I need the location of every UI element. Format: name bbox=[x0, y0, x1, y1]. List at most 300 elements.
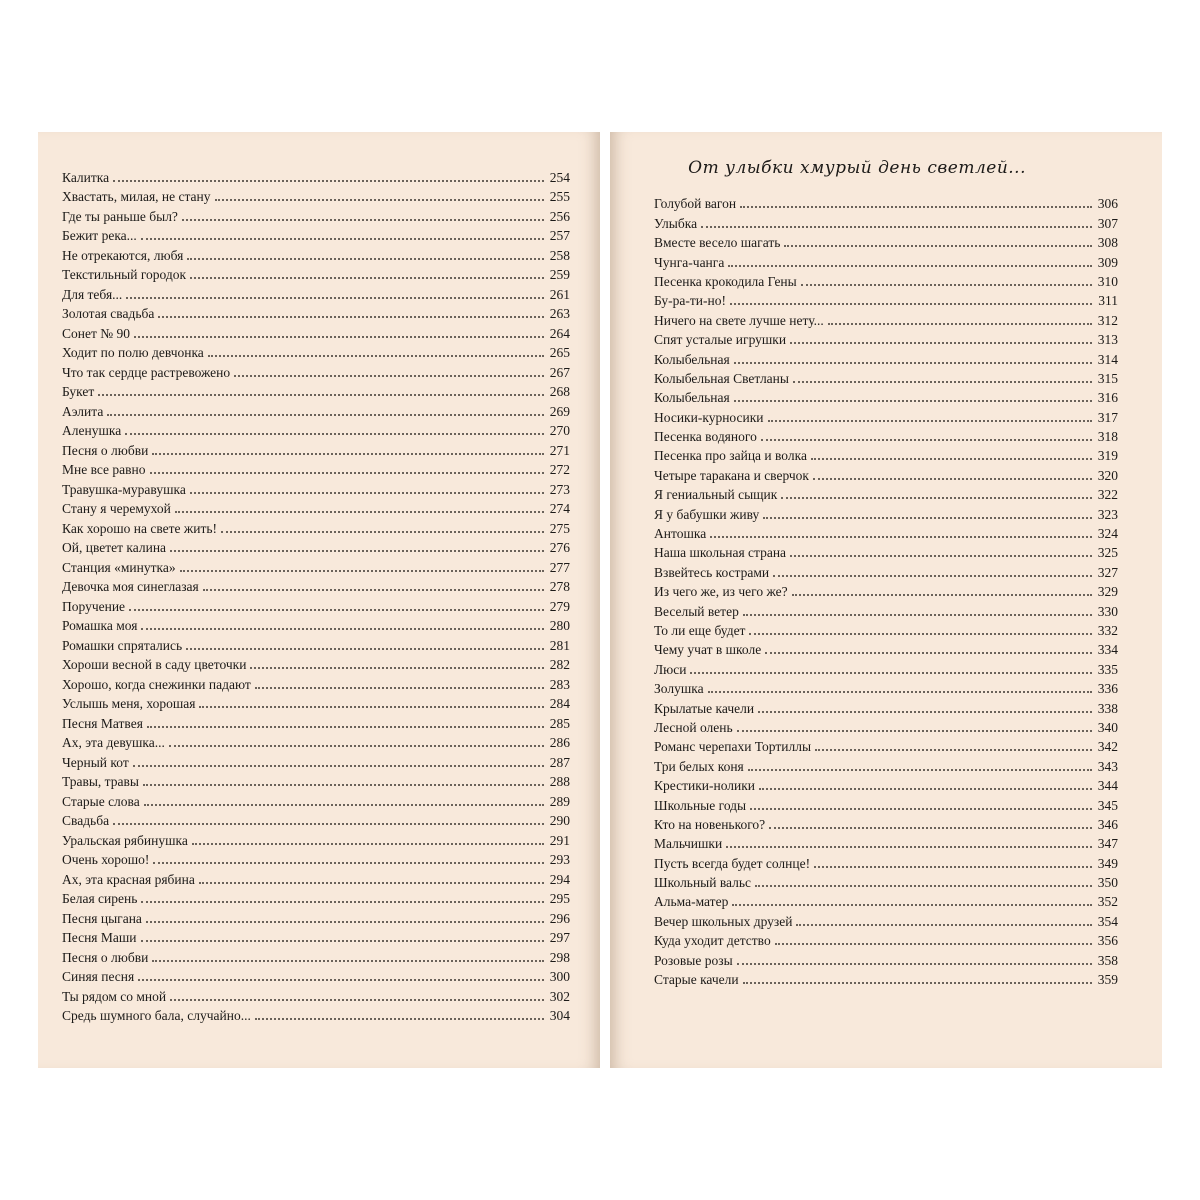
dot-leader bbox=[748, 769, 1092, 771]
dot-leader bbox=[765, 652, 1092, 654]
toc-entry bbox=[62, 711, 570, 731]
toc-entry bbox=[654, 347, 1118, 366]
toc-entry-title: Наша школьная страна bbox=[654, 545, 787, 561]
toc-entry-title: Песня о любви bbox=[62, 442, 149, 458]
toc-entry-page-number: 308 bbox=[1097, 235, 1118, 251]
toc-entry-title: Розовые розы bbox=[654, 952, 733, 968]
toc-entry bbox=[62, 516, 570, 536]
toc-entry bbox=[654, 231, 1118, 250]
dot-leader bbox=[141, 238, 544, 240]
toc-entry-page-number: 345 bbox=[1097, 797, 1118, 813]
toc-entry-title: Белая сирень bbox=[62, 891, 138, 906]
toc-entry-title: Как хорошо на свете жить! bbox=[62, 520, 217, 536]
toc-entry-title: Ходит по полю девчонка bbox=[62, 345, 204, 360]
dot-leader bbox=[740, 206, 1092, 208]
toc-entry-title: Калитка bbox=[62, 169, 110, 185]
toc-entry-page-number: 264 bbox=[549, 325, 570, 341]
toc-entry bbox=[62, 945, 570, 965]
toc-entry-title: Пусть всегда будет солнце! bbox=[654, 855, 811, 871]
toc-entry-title: Золотая свадьба bbox=[62, 306, 155, 321]
dot-leader bbox=[129, 609, 544, 611]
toc-entry bbox=[654, 774, 1118, 793]
toc-entry bbox=[62, 419, 570, 439]
toc-entry-page-number: 318 bbox=[1097, 429, 1118, 445]
toc-entry-page-number: 273 bbox=[549, 481, 570, 497]
dot-leader bbox=[734, 362, 1092, 364]
toc-entry-page-number: 298 bbox=[549, 949, 570, 965]
toc-entry-page-number: 335 bbox=[1097, 661, 1118, 677]
dot-leader bbox=[152, 453, 543, 455]
toc-entry-title: Золушка bbox=[654, 681, 704, 697]
toc-entry-title: Три белых коня bbox=[654, 758, 744, 774]
toc-entry-title: Песенка крокодила Гены bbox=[654, 273, 797, 289]
toc-entry-title: Я гениальный сыщик bbox=[654, 487, 778, 503]
toc-entry-title: Девочка моя синеглазая bbox=[62, 579, 199, 594]
dot-leader bbox=[169, 745, 544, 747]
toc-entry bbox=[654, 308, 1118, 327]
toc-entry bbox=[654, 560, 1118, 579]
toc-entry-page-number: 309 bbox=[1097, 254, 1118, 270]
dot-leader bbox=[726, 846, 1092, 848]
toc-entry-page-number: 282 bbox=[549, 657, 570, 672]
dot-leader bbox=[701, 226, 1092, 228]
toc-entry-page-number: 297 bbox=[549, 930, 570, 945]
toc-entry bbox=[62, 438, 570, 458]
dot-leader bbox=[730, 303, 1092, 305]
dot-leader bbox=[710, 536, 1092, 538]
toc-entry-page-number: 254 bbox=[549, 169, 570, 185]
toc-entry-page-number: 347 bbox=[1097, 836, 1118, 852]
toc-entry bbox=[654, 696, 1118, 715]
toc-entry-title: Услышь меня, хорошая bbox=[62, 696, 196, 711]
toc-entry-page-number: 286 bbox=[549, 735, 570, 750]
toc-entry bbox=[654, 677, 1118, 696]
toc-entry bbox=[62, 633, 570, 653]
toc-entry-page-number: 300 bbox=[549, 969, 570, 984]
toc-entry-title: Хвастать, милая, не стану bbox=[62, 189, 211, 204]
toc-entry bbox=[62, 477, 570, 497]
toc-entry-page-number: 281 bbox=[549, 637, 570, 653]
dot-leader bbox=[221, 531, 544, 533]
toc-entry bbox=[62, 614, 570, 634]
toc-entry-page-number: 272 bbox=[549, 462, 570, 477]
toc-entry-page-number: 289 bbox=[549, 793, 570, 809]
toc-entry-page-number: 346 bbox=[1097, 816, 1118, 832]
toc-entry-page-number: 285 bbox=[549, 715, 570, 731]
toc-entry-title: Уральская рябинушка bbox=[62, 832, 188, 848]
toc-entry-page-number: 279 bbox=[549, 598, 570, 614]
toc-entry-page-number: 322 bbox=[1097, 487, 1118, 503]
dot-leader bbox=[743, 982, 1092, 984]
toc-entry-title: Ничего на свете лучше нету... bbox=[654, 312, 824, 328]
toc-entry-title: То ли еще будет bbox=[654, 622, 746, 638]
toc-entry-title: Мне все равно bbox=[62, 462, 146, 477]
toc-entry-page-number: 274 bbox=[549, 501, 570, 516]
toc-entry-page-number: 356 bbox=[1097, 933, 1118, 949]
toc-entry-title: Я у бабушки живу bbox=[654, 506, 760, 522]
dot-leader bbox=[768, 420, 1092, 422]
dot-leader bbox=[152, 960, 543, 962]
toc-entry-title: Песня о любви bbox=[62, 949, 149, 965]
toc-entry-title: Романс черепахи Тортиллы bbox=[654, 739, 812, 755]
toc-entry bbox=[62, 165, 570, 185]
toc-entry-title: Ромашка моя bbox=[62, 618, 138, 633]
toc-entry-title: Что так сердце растревожено bbox=[62, 364, 231, 380]
toc-entry bbox=[62, 341, 570, 361]
toc-entry bbox=[654, 832, 1118, 851]
dot-leader bbox=[144, 804, 544, 806]
toc-entry-page-number: 320 bbox=[1097, 467, 1118, 483]
toc-entry bbox=[62, 828, 570, 848]
dot-leader bbox=[175, 511, 544, 513]
dot-leader bbox=[133, 765, 544, 767]
toc-entry-page-number: 294 bbox=[549, 871, 570, 887]
toc-entry-page-number: 256 bbox=[549, 208, 570, 224]
toc-entry bbox=[654, 599, 1118, 618]
dot-leader bbox=[759, 788, 1092, 790]
toc-entry-page-number: 287 bbox=[549, 754, 570, 770]
toc-entry bbox=[62, 672, 570, 692]
toc-list-right bbox=[654, 192, 1118, 987]
dot-leader bbox=[147, 726, 544, 728]
dot-leader bbox=[775, 943, 1092, 945]
toc-entry-title: Куда уходит детство bbox=[654, 933, 771, 949]
toc-entry bbox=[654, 793, 1118, 812]
toc-entry bbox=[654, 463, 1118, 482]
toc-entry bbox=[62, 321, 570, 341]
toc-entry-title: Крестики-нолики bbox=[654, 778, 756, 794]
toc-entry bbox=[62, 243, 570, 263]
toc-entry bbox=[62, 867, 570, 887]
toc-entry-page-number: 340 bbox=[1097, 719, 1118, 735]
toc-entry bbox=[654, 968, 1118, 987]
toc-entry-page-number: 257 bbox=[549, 228, 570, 243]
toc-entry bbox=[62, 653, 570, 673]
toc-entry-page-number: 319 bbox=[1097, 448, 1118, 464]
toc-entry-title: Песенка про зайца и волка bbox=[654, 448, 807, 464]
toc-entry-page-number: 336 bbox=[1097, 681, 1118, 697]
toc-entry-page-number: 288 bbox=[549, 774, 570, 789]
toc-entry-title: Улыбка bbox=[654, 215, 698, 231]
toc-entry-page-number: 315 bbox=[1097, 370, 1118, 386]
dot-leader bbox=[792, 594, 1092, 596]
toc-entry-page-number: 265 bbox=[549, 345, 570, 360]
dot-leader bbox=[190, 492, 544, 494]
toc-entry-title: Песенка водяного bbox=[654, 429, 757, 445]
toc-entry-page-number: 330 bbox=[1097, 603, 1118, 619]
toc-entry-page-number: 343 bbox=[1097, 758, 1118, 774]
dot-leader bbox=[146, 921, 544, 923]
toc-entry-page-number: 284 bbox=[549, 696, 570, 711]
toc-entry-page-number: 349 bbox=[1097, 855, 1118, 871]
toc-entry bbox=[654, 890, 1118, 909]
toc-entry bbox=[62, 984, 570, 1004]
toc-entry bbox=[654, 948, 1118, 967]
toc-entry-title: Песня Матвея bbox=[62, 715, 143, 731]
dot-leader bbox=[811, 458, 1092, 460]
dot-leader bbox=[192, 843, 544, 845]
book-gutter bbox=[600, 132, 610, 1068]
toc-entry-page-number: 323 bbox=[1097, 506, 1118, 522]
toc-entry-title: Травы, травы bbox=[62, 774, 139, 789]
dot-leader bbox=[125, 433, 544, 435]
dot-leader bbox=[113, 823, 544, 825]
toc-entry-title: Школьные годы bbox=[654, 797, 747, 813]
toc-entry-page-number: 324 bbox=[1097, 526, 1118, 542]
dot-leader bbox=[763, 517, 1092, 519]
toc-entry bbox=[654, 289, 1118, 308]
toc-entry-title: Четыре таракана и сверчок bbox=[654, 467, 809, 483]
toc-entry-page-number: 338 bbox=[1097, 700, 1118, 716]
toc-entry-title: Колыбельная Светланы bbox=[654, 370, 789, 386]
toc-entry bbox=[654, 367, 1118, 386]
dot-leader bbox=[737, 963, 1092, 965]
toc-entry-title: Бу-ра-ти-но! bbox=[654, 293, 726, 309]
toc-entry-title: Где ты раньше был? bbox=[62, 208, 178, 224]
left-page bbox=[38, 132, 600, 1068]
toc-entry-title: Альма-матер bbox=[654, 894, 729, 910]
toc-entry-title: Колыбельная bbox=[654, 390, 730, 406]
toc-entry-title: Лесной олень bbox=[654, 719, 733, 735]
toc-entry bbox=[654, 580, 1118, 599]
toc-entry bbox=[62, 926, 570, 946]
toc-entry bbox=[62, 731, 570, 751]
toc-entry-page-number: 270 bbox=[549, 423, 570, 438]
toc-entry-title: Вместе весело шагать bbox=[654, 235, 781, 251]
toc-entry-title: Песня цыгана bbox=[62, 910, 142, 926]
toc-entry-title: Чему учат в школе bbox=[654, 642, 762, 658]
dot-leader bbox=[793, 381, 1092, 383]
toc-entry bbox=[654, 522, 1118, 541]
toc-entry-title: Веселый ветер bbox=[654, 603, 739, 619]
dot-leader bbox=[250, 667, 543, 669]
toc-entry bbox=[62, 185, 570, 205]
dot-leader bbox=[141, 940, 544, 942]
toc-entry bbox=[62, 594, 570, 614]
toc-entry-page-number: 358 bbox=[1097, 952, 1118, 968]
toc-entry-page-number: 354 bbox=[1097, 913, 1118, 929]
toc-entry-page-number: 258 bbox=[549, 247, 570, 263]
dot-leader bbox=[138, 979, 544, 981]
toc-entry-page-number: 296 bbox=[549, 910, 570, 926]
toc-entry bbox=[62, 906, 570, 926]
toc-entry-title: Поручение bbox=[62, 598, 126, 614]
dot-leader bbox=[186, 648, 544, 650]
toc-entry-page-number: 283 bbox=[549, 676, 570, 692]
toc-entry-title: Песня Маши bbox=[62, 930, 137, 945]
toc-entry bbox=[654, 735, 1118, 754]
dot-leader bbox=[755, 885, 1092, 887]
toc-entry-title: Сонет № 90 bbox=[62, 325, 131, 341]
toc-entry bbox=[62, 887, 570, 907]
toc-entry bbox=[654, 270, 1118, 289]
toc-entry bbox=[654, 871, 1118, 890]
toc-entry-page-number: 329 bbox=[1097, 584, 1118, 600]
dot-leader bbox=[208, 355, 544, 357]
dot-leader bbox=[158, 316, 543, 318]
dot-leader bbox=[784, 245, 1091, 247]
toc-entry-title: Школьный вальс bbox=[654, 875, 752, 891]
toc-entry bbox=[62, 497, 570, 517]
toc-entry bbox=[654, 250, 1118, 269]
toc-entry bbox=[654, 541, 1118, 560]
dot-leader bbox=[815, 749, 1092, 751]
toc-entry bbox=[654, 502, 1118, 521]
toc-entry-title: Носики-курносики bbox=[654, 409, 764, 425]
toc-entry-title: Синяя песня bbox=[62, 969, 135, 984]
toc-entry bbox=[654, 638, 1118, 657]
toc-entry bbox=[654, 405, 1118, 424]
dot-leader bbox=[199, 882, 544, 884]
toc-entry bbox=[62, 809, 570, 829]
toc-entry bbox=[62, 536, 570, 556]
dot-leader bbox=[761, 439, 1092, 441]
toc-entry bbox=[62, 302, 570, 322]
dot-leader bbox=[141, 628, 543, 630]
right-page bbox=[610, 132, 1162, 1068]
dot-leader bbox=[107, 414, 543, 416]
dot-leader bbox=[180, 570, 544, 572]
dot-leader bbox=[182, 219, 544, 221]
toc-entry-title: Станция «минутка» bbox=[62, 559, 176, 575]
toc-entry-page-number: 269 bbox=[549, 403, 570, 419]
toc-entry bbox=[654, 813, 1118, 832]
toc-entry-title: Голубой вагон bbox=[654, 196, 737, 212]
toc-entry-page-number: 267 bbox=[549, 364, 570, 380]
toc-entry-title: Для тебя... bbox=[62, 286, 123, 302]
toc-entry-page-number: 263 bbox=[549, 306, 570, 321]
toc-entry-title: Ах, эта красная рябина bbox=[62, 871, 195, 887]
dot-leader bbox=[234, 375, 544, 377]
dot-leader bbox=[255, 687, 544, 689]
dot-leader bbox=[199, 706, 543, 708]
toc-entry-title: Бежит река... bbox=[62, 228, 137, 243]
toc-entry-page-number: 295 bbox=[549, 891, 570, 906]
toc-entry bbox=[62, 965, 570, 985]
toc-entry-title: Вечер школьных друзей bbox=[654, 913, 793, 929]
toc-entry-page-number: 344 bbox=[1097, 778, 1118, 794]
toc-entry-title: Стану я черемухой bbox=[62, 501, 171, 516]
toc-list-left bbox=[62, 165, 570, 1023]
toc-entry-page-number: 302 bbox=[549, 988, 570, 1004]
toc-entry bbox=[654, 657, 1118, 676]
toc-entry bbox=[62, 399, 570, 419]
toc-entry-page-number: 316 bbox=[1097, 390, 1118, 406]
toc-entry bbox=[654, 444, 1118, 463]
toc-entry bbox=[654, 328, 1118, 347]
toc-entry-title: Ты рядом со мной bbox=[62, 988, 167, 1004]
dot-leader bbox=[781, 497, 1091, 499]
toc-entry-page-number: 280 bbox=[549, 618, 570, 633]
dot-leader bbox=[790, 342, 1092, 344]
toc-entry-title: Текстильный городок bbox=[62, 267, 187, 282]
dot-leader bbox=[769, 827, 1092, 829]
toc-entry-title: Черный кот bbox=[62, 754, 129, 770]
toc-entry-page-number: 276 bbox=[549, 540, 570, 555]
dot-leader bbox=[728, 265, 1091, 267]
dot-leader bbox=[773, 575, 1092, 577]
toc-entry bbox=[62, 692, 570, 712]
dot-leader bbox=[732, 904, 1091, 906]
toc-entry-title: Крылатые качели bbox=[654, 700, 755, 716]
toc-entry-page-number: 311 bbox=[1098, 293, 1118, 309]
toc-entry-page-number: 310 bbox=[1097, 273, 1118, 289]
toc-entry-title: Хорошо, когда снежинки падают bbox=[62, 676, 251, 692]
toc-entry-title: Ах, эта девушка... bbox=[62, 735, 165, 750]
toc-entry bbox=[62, 263, 570, 283]
toc-entry-page-number: 350 bbox=[1097, 875, 1118, 891]
toc-entry bbox=[654, 619, 1118, 638]
toc-entry-page-number: 359 bbox=[1097, 972, 1118, 988]
toc-entry-title: Очень хорошо! bbox=[62, 852, 150, 867]
dot-leader bbox=[203, 589, 544, 591]
toc-entry-title: Старые качели bbox=[654, 972, 739, 988]
toc-entry bbox=[62, 770, 570, 790]
toc-entry-page-number: 277 bbox=[549, 559, 570, 575]
dot-leader bbox=[690, 672, 1091, 674]
toc-entry bbox=[62, 1004, 570, 1024]
dot-leader bbox=[98, 394, 543, 396]
toc-entry bbox=[62, 282, 570, 302]
toc-entry-page-number: 268 bbox=[549, 384, 570, 399]
toc-entry-page-number: 352 bbox=[1097, 894, 1118, 910]
toc-entry-page-number: 317 bbox=[1097, 409, 1118, 425]
toc-entry-title: Мальчишки bbox=[654, 836, 723, 852]
toc-entry bbox=[62, 750, 570, 770]
toc-entry-page-number: 275 bbox=[549, 520, 570, 536]
dot-leader bbox=[749, 633, 1091, 635]
toc-entry bbox=[62, 204, 570, 224]
dot-leader bbox=[170, 999, 544, 1001]
dot-leader bbox=[750, 808, 1092, 810]
toc-entry bbox=[654, 211, 1118, 230]
toc-entry-title: Ой, цветет калина bbox=[62, 540, 167, 555]
dot-leader bbox=[190, 277, 544, 279]
toc-entry bbox=[654, 851, 1118, 870]
toc-entry-page-number: 314 bbox=[1097, 351, 1118, 367]
toc-entry-title: Свадьба bbox=[62, 813, 110, 828]
toc-entry-page-number: 293 bbox=[549, 852, 570, 867]
toc-entry-page-number: 307 bbox=[1097, 215, 1118, 231]
toc-entry bbox=[62, 848, 570, 868]
toc-entry bbox=[654, 425, 1118, 444]
toc-entry-page-number: 312 bbox=[1097, 312, 1118, 328]
dot-leader bbox=[708, 691, 1092, 693]
toc-entry bbox=[62, 789, 570, 809]
toc-entry-page-number: 342 bbox=[1097, 739, 1118, 755]
dot-leader bbox=[828, 323, 1092, 325]
toc-entry-title: Спят усталые игрушки bbox=[654, 332, 787, 348]
toc-entry-page-number: 304 bbox=[549, 1008, 570, 1023]
toc-entry-title: Ромашки спрятались bbox=[62, 637, 183, 653]
toc-entry-title: Старые слова bbox=[62, 793, 140, 809]
toc-entry bbox=[62, 224, 570, 244]
toc-entry-title: Средь шумного бала, случайно... bbox=[62, 1008, 251, 1023]
toc-entry-title: Аэлита bbox=[62, 403, 104, 419]
toc-entry bbox=[62, 555, 570, 575]
dot-leader bbox=[255, 1018, 544, 1020]
toc-entry bbox=[62, 380, 570, 400]
dot-leader bbox=[126, 297, 543, 299]
toc-entry-title: Кто на новенького? bbox=[654, 816, 766, 832]
dot-leader bbox=[153, 862, 543, 864]
dot-leader bbox=[801, 284, 1092, 286]
toc-entry-title: Антошка bbox=[654, 526, 707, 542]
running-head: От улыбки хмурый день светлей... bbox=[688, 158, 1026, 178]
toc-entry-title: Взвейтесь кострами bbox=[654, 564, 770, 580]
toc-entry-page-number: 306 bbox=[1097, 196, 1118, 212]
toc-entry-page-number: 332 bbox=[1097, 622, 1118, 638]
